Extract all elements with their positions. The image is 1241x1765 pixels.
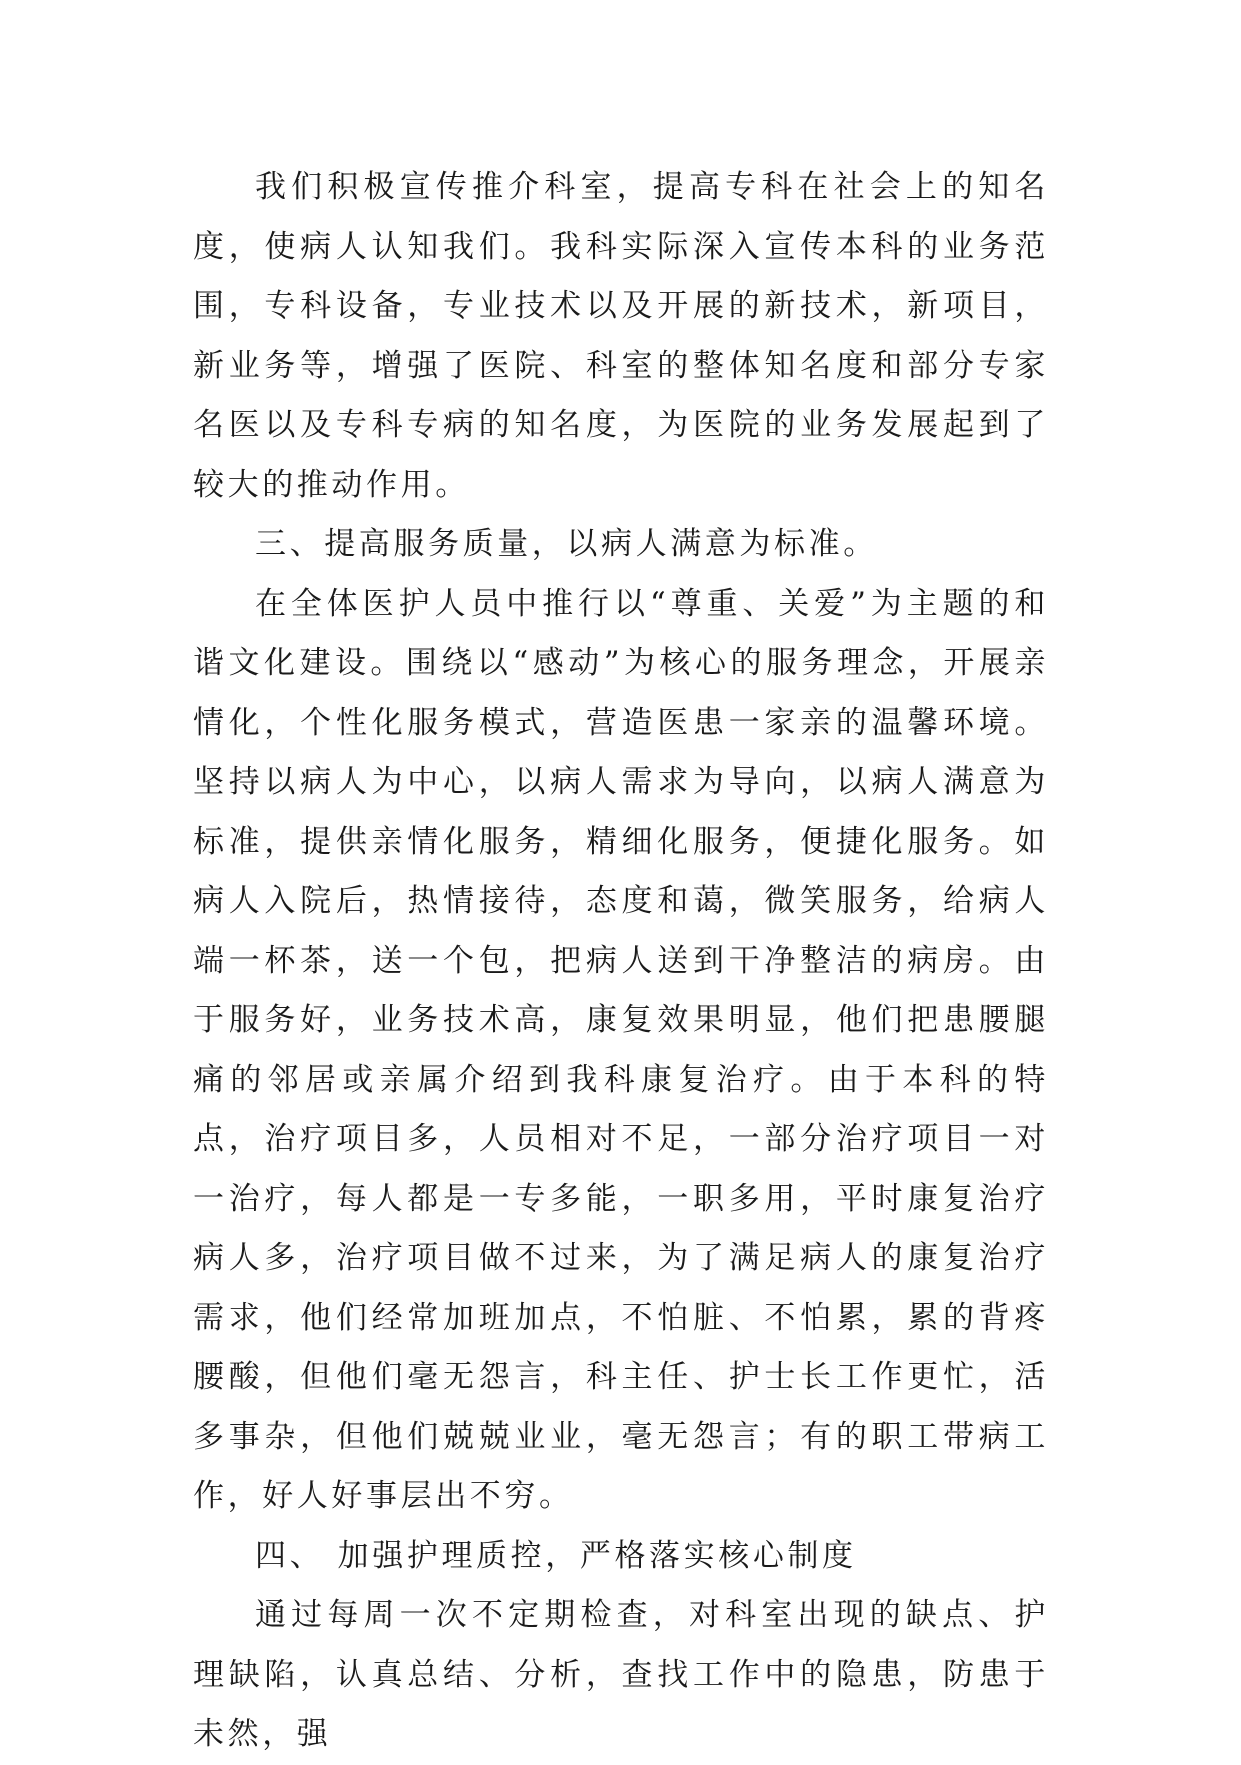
section-heading-nursing-quality-control: 四、 加强护理质控，严格落实核心制度 (255, 1537, 857, 1574)
paragraph-publicity: 我们积极宣传推介科室，提高专科在社会上的知名度，使病人认知我们。我科实际深入宣传本科的业务范围，专科设备，专业技术以及开展的新技术，新项目，新业务等，增强了医院、科室的整体知名度和部分专家名医以及专科专病的知名度，为医院的业务发展起到了较大的推动作用。 (193, 169, 1049, 503)
paragraph-weekly-inspection: 通过每周一次不定期检查，对科室出现的缺点、护理缺陷，认真总结、分析，查找工作中的隐患，防患于未然，强 (193, 1597, 1049, 1752)
section-heading-service-quality: 三、提高服务质量，以病人满意为标准。 (255, 526, 878, 562)
paragraph-harmonious-culture: 在全体医护人员中推行以“尊重、关爱”为主题的和谐文化建设。围绕以“感动”为核心的服务理念，开展亲情化，个性化服务模式，营造医患一家亲的温馨环境。坚持以病人为中心，以病人需求为导向，以病人满意为标准，提供亲情化服务，精细化服务，便捷化服务。如病人入院后，热情接待，态度和蔼，微笑服务，给病人端一杯茶，送一个包，把病人送到干净整洁的病房。由于服务好，业务技术高，康复效果明显，他们把患腰腿痛的邻居或亲属介绍到我科康复治疗。由于本科的特点，治疗项目多，人员相对不足，一部分治疗项目一对一治疗，每人都是一专多能，一职多用，平时康复治疗病人多，治疗项目做不过来，为了满足病人的康复治疗需求，他们经常加班加点，不怕脏、不怕累，累的背疼腰酸，但他们毫无怨言，科主任、护士长工作更忙，活多事杂，但他们兢兢业业，毫无怨言；有的职工带病工作，好人好事层出不穷。 (193, 585, 1049, 1514)
document-body (193, 158, 1049, 1765)
